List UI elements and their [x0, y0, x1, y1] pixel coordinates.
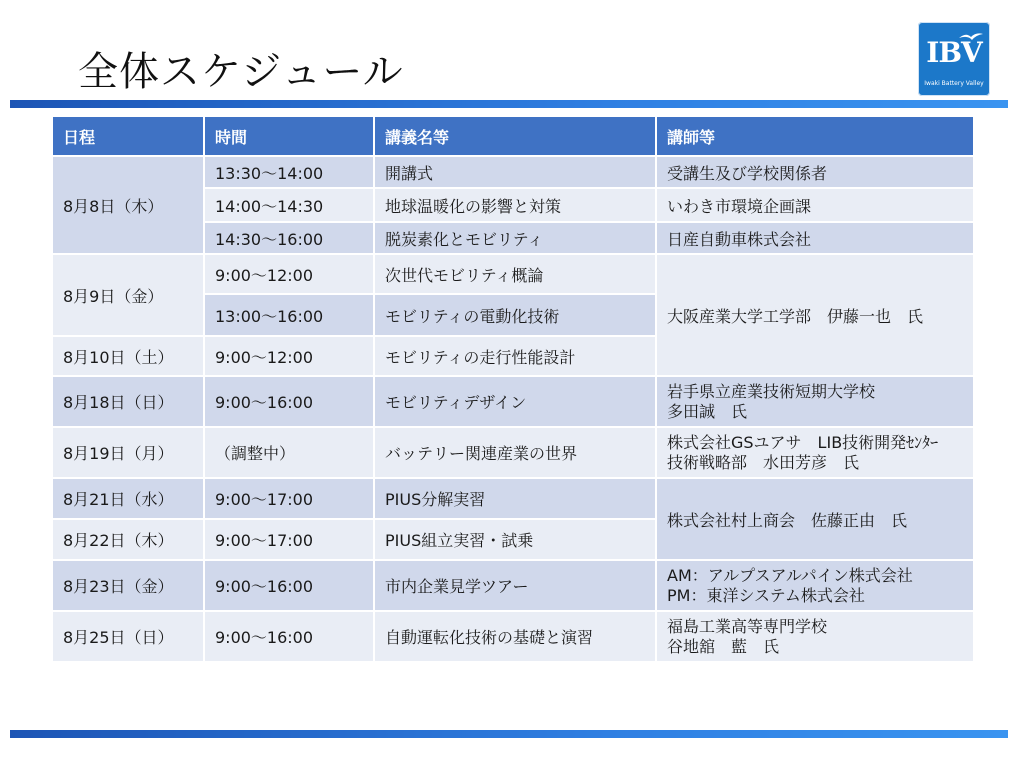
table-row	[52, 611, 974, 662]
time-cell: 9:00～12:00	[204, 336, 374, 376]
instructor-line: 多田誠 氏	[667, 401, 748, 421]
ibv-logo	[918, 22, 990, 96]
lecture-cell: バッテリー関連産業の世界	[374, 427, 656, 478]
time-cell: 13:00～16:00	[204, 294, 374, 336]
instructor-cell: 受講生及び学校関係者	[656, 156, 974, 188]
logo-text: IBV	[926, 36, 982, 69]
date-cell: 8月21日（水）	[52, 478, 204, 519]
instructor-cell: 日産自動車株式会社	[656, 222, 974, 254]
instructor-cell: いわき市環境企画課	[656, 188, 974, 222]
time-cell: 13:30～14:00	[204, 156, 374, 188]
instructor-cell	[656, 376, 974, 427]
lecture-cell: モビリティの走行性能設計	[374, 336, 656, 376]
header-lecture: 講義名等	[374, 116, 656, 156]
time-cell: 9:00～17:00	[204, 478, 374, 519]
table-row	[52, 478, 974, 519]
instructor-line: 岩手県立産業技術短期大学校	[667, 381, 876, 401]
lecture-cell: PIUS分解実習	[374, 478, 656, 519]
instructor-line: AM：アルプスアルパイン株式会社	[667, 565, 913, 585]
instructor-line: 福島工業高等専門学校	[667, 616, 828, 636]
instructor-cell	[656, 611, 974, 662]
date-cell: 8月10日（土）	[52, 336, 204, 376]
table-row	[52, 560, 974, 611]
time-cell: 9:00～16:00	[204, 560, 374, 611]
bottom-divider	[10, 730, 1008, 738]
lecture-cell: 開講式	[374, 156, 656, 188]
page-title: 全体スケジュール	[78, 49, 404, 95]
date-cell: 8月9日（金）	[52, 254, 204, 336]
date-cell: 8月19日（月）	[52, 427, 204, 478]
table-row	[52, 376, 974, 427]
lecture-cell: 自動運転化技術の基礎と演習	[374, 611, 656, 662]
table-row	[52, 254, 974, 294]
date-cell: 8月18日（日）	[52, 376, 204, 427]
lecture-cell: モビリティデザイン	[374, 376, 656, 427]
lecture-cell: PIUS組立実習・試乗	[374, 519, 656, 560]
table-row	[52, 156, 974, 188]
time-cell: 9:00～17:00	[204, 519, 374, 560]
logo-subtitle: Iwaki Battery Valley	[924, 80, 984, 87]
date-cell: 8月22日（木）	[52, 519, 204, 560]
lecture-cell: 市内企業見学ツアー	[374, 560, 656, 611]
instructor-cell: 大阪産業大学工学部 伊藤一也 氏	[656, 254, 974, 376]
date-cell: 8月23日（金）	[52, 560, 204, 611]
header-time: 時間	[204, 116, 374, 156]
instructor-line: PM：東洋システム株式会社	[667, 585, 865, 605]
instructor-line: 技術戦略部 水田芳彦 氏	[667, 452, 860, 472]
time-cell: 14:30～16:00	[204, 222, 374, 254]
date-cell: 8月8日（木）	[52, 156, 204, 254]
lecture-cell: モビリティの電動化技術	[374, 294, 656, 336]
instructor-line: 谷地舘 藍 氏	[667, 636, 780, 656]
header-instructor: 講師等	[656, 116, 974, 156]
instructor-cell	[656, 560, 974, 611]
lecture-cell: 地球温暖化の影響と対策	[374, 188, 656, 222]
table-row	[52, 427, 974, 478]
lecture-cell: 次世代モビリティ概論	[374, 254, 656, 294]
instructor-line: 株式会社GSユアサ LIB技術開発ｾﾝﾀｰ	[667, 432, 939, 452]
time-cell: 9:00～16:00	[204, 376, 374, 427]
top-divider	[10, 100, 1008, 108]
instructor-cell: 株式会社村上商会 佐藤正由 氏	[656, 478, 974, 560]
time-cell: 9:00～16:00	[204, 611, 374, 662]
table-header-row	[52, 116, 974, 156]
instructor-cell	[656, 427, 974, 478]
time-cell: 14:00～14:30	[204, 188, 374, 222]
date-cell: 8月25日（日）	[52, 611, 204, 662]
schedule-table	[51, 115, 975, 663]
time-cell: （調整中）	[204, 427, 374, 478]
time-cell: 9:00～12:00	[204, 254, 374, 294]
lecture-cell: 脱炭素化とモビリティ	[374, 222, 656, 254]
header-date: 日程	[52, 116, 204, 156]
